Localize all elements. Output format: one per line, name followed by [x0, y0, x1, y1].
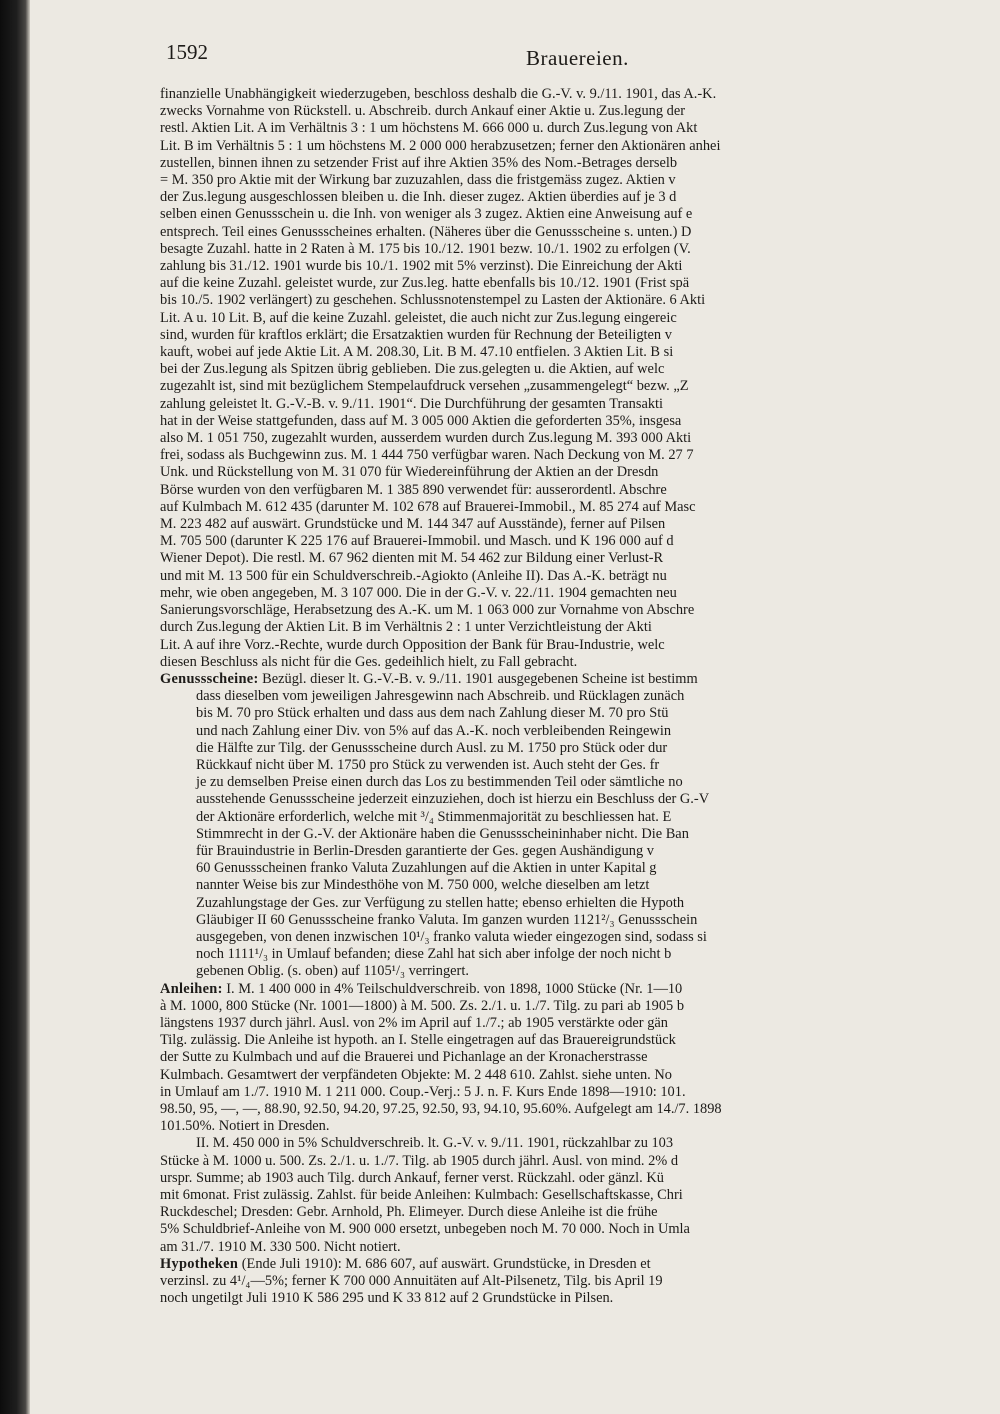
text-line: ausstehende Genussscheine jederzeit einzuziehen, doch ist hierzu ein Beschluss der G.-V — [196, 791, 710, 808]
text-line: zahlung bis 31./12. 1901 wurde bis 10./1. 1902 mit 5% verzinst). Die Einreichung der Akti — [160, 258, 683, 275]
text-line: restl. Aktien Lit. A im Verhältnis 3 : 1 um höchstens M. 666 000 u. durch Zus.legung von Akt — [160, 120, 698, 137]
genussscheine-first-line — [160, 671, 986, 688]
text-line: urspr. Summe; ab 1903 auch Tilg. durch Ankauf, ferner verst. Rückzahl. oder gänzl. Kü — [160, 1169, 664, 1186]
text-line: M. 705 500 (darunter K 225 176 auf Brauerei-Immobil. und Masch. und K 196 000 auf d — [160, 533, 674, 550]
sanierung-paragraph — [160, 86, 986, 671]
book-binding-shadow — [0, 0, 30, 1414]
text-line: zahlung geleistet lt. G.-V.-B. v. 9./11. 1901“. Die Durchführung der gesamten Transakti — [160, 395, 664, 412]
text-line: hat in der Weise stattgefunden, dass auf M. 3 005 000 Aktien die geforderten 35%, insgesa — [160, 412, 682, 429]
text-line: 5% Schuldbrief-Anleihe von M. 900 000 ersetzt, unbegeben noch M. 70 000. Noch in Umla — [160, 1221, 690, 1238]
text-line: am 31./7. 1910 M. 330 500. Nicht notiert. — [160, 1238, 401, 1255]
text-line: bei der Zus.legung als Spitzen übrig geblieben. Die zus.gelegten u. die Aktien, auf welc — [160, 361, 665, 378]
text-line: bis M. 70 pro Stück erhalten und dass aus dem nach Zahlung dieser M. 70 pro Stü — [196, 705, 669, 722]
hypotheken-paragraph — [160, 1273, 986, 1307]
text-line: finanzielle Unabhängigkeit wiederzugeben, beschloss deshalb die G.-V. v. 9./11. 1901, das A.-K. — [160, 86, 717, 102]
text-line: nannter Weise bis zur Mindesthöhe von M. 750 000, welche dieselben am letzt — [196, 877, 650, 894]
text-line: auf die keine Zuzahl. geleistet wurde, zur Zus.leg. hatte ebenfalls bis 10./12. 1901 (Frist spä — [160, 275, 690, 292]
text-line: für Brauindustrie in Berlin-Dresden garantierte der Ges. gegen Aushändigung v — [196, 842, 654, 859]
text-line: Lit. B im Verhältnis 5 : 1 um höchstens M. 2 000 000 herabzusetzen; ferner den Aktionären anhei — [160, 137, 721, 154]
text-line: à M. 1000, 800 Stücke (Nr. 1001—1800) à M. 500. Zs. 2./1. u. 1./7. Tilg. zu pari ab 1905 b — [160, 997, 685, 1014]
text-line: Tilg. zulässig. Die Anleihe ist hypoth. an I. Stelle eingetragen auf das Brauereigrundstück — [160, 1032, 676, 1049]
text-line: der Zus.legung ausgeschlossen bleiben u. die Inh. dieser zugez. Aktien überdies auf je 3 d — [160, 189, 677, 206]
text-line: Börse wurden von den verfügbaren M. 1 385 890 verwendet für: ausserordentl. Abschre — [160, 481, 667, 498]
section-label-genussscheine: Genussscheine: — [160, 670, 259, 687]
text-line: 98.50, 95, —, —, 88.90, 92.50, 94.20, 97.25, 92.50, 93, 94.10, 95.60%. Aufgelegt am 14./7. 1898 — [160, 1100, 722, 1117]
page-number: 1592 — [166, 40, 208, 64]
text-line: noch ungetilgt Juli 1910 K 586 295 und K 33 812 auf 2 Grundstücke in Pilsen. — [160, 1290, 614, 1307]
text-line: frei, sodass als Buchgewinn zus. M. 1 444 750 verfügbar waren. Nach Deckung von M. 27 7 — [160, 447, 694, 464]
text-line: Lit. A u. 10 Lit. B, auf die keine Zuzahl. geleistet, die auch nicht zur Zus.legung eingereic — [160, 309, 677, 326]
anleihen-first-line — [160, 981, 986, 998]
text-line: selben einen Genussschein u. die Inh. von weniger als 3 zugez. Aktien eine Anweisung auf e — [160, 206, 693, 223]
text-line: ausgegeben, von denen inzwischen 10¹/₃ franko valuta wieder eingezogen sind, sodass si — [196, 928, 707, 945]
anleihe-ii-first-line: II. M. 450 000 in 5% Schuldverschreib. lt. G.-V. v. 9./11. 1901, rückzahlbar zu 103 — [196, 1135, 674, 1152]
text-line: Stücke à M. 1000 u. 500. Zs. 2./1. u. 1./7. Tilg. ab 1905 durch jährl. Ausl. von mind. 2% d — [160, 1152, 679, 1169]
text-line: längstens 1937 durch jährl. Ausl. von 2% im April auf 1./7.; ab 1905 verstärkte oder gän — [160, 1014, 668, 1031]
document-page — [60, 0, 990, 1414]
anleihe-ii-paragraph — [160, 1153, 986, 1256]
text-line: Ruckdeschel; Dresden: Gebr. Arnhold, Ph. Elimeyer. Durch diese Anleihe ist die frühe — [160, 1204, 658, 1221]
text-line: der Sutte zu Kulmbach und auf die Brauerei und Pichanlage an der Kronacherstrasse — [160, 1049, 648, 1066]
text-line: in Umlauf am 1./7. 1910 M. 1 211 000. Coup.-Verj.: 5 J. n. F. Kurs Ende 1898—1910: 101. — [160, 1083, 686, 1100]
text-line: Kulmbach. Gesamtwert der verpfändeten Objekte: M. 2 448 610. Zahlst. siehe unten. No — [160, 1066, 672, 1083]
page-header — [166, 34, 970, 68]
text-line: Lit. A auf ihre Vorz.-Rechte, wurde durch Opposition der Bank für Brau-Industrie, welc — [160, 636, 665, 653]
text-line: entsprech. Teil eines Genussscheines erhalten. (Näheres über die Genussscheine s. unten.) D — [160, 223, 692, 240]
text-line: 60 Genussscheinen franko Valuta Zuzahlungen auf die Aktien in unter Kapital g — [196, 860, 657, 877]
text-line: mehr, wie oben angegeben, M. 3 107 000. Die in der G.-V. v. 22./11. 1904 gemachten neu — [160, 584, 677, 601]
text-line: also M. 1 051 750, zugezahlt wurden, ausserdem wurden durch Zus.legung M. 393 000 Akti — [160, 430, 692, 447]
text-line: dass dieselben vom jeweiligen Jahresgewinn nach Abschreib. und Rücklagen zunäch — [196, 688, 685, 705]
text-line: und mit M. 13 500 für ein Schuldverschreib.-Agiokto (Anleihe II). Das A.-K. beträgt nu — [160, 567, 667, 584]
text-line: = M. 350 pro Aktie mit der Wirkung bar zuzuzahlen, dass die fristgemäss zugez. Aktien v — [160, 172, 676, 189]
section-label-anleihen: Anleihen: — [160, 980, 223, 997]
text-line: zugezahlt ist, sind mit bezüglichem Stempelaufdruck versehen „zusammengelegt“ bezw. „Z — [160, 378, 689, 395]
genussscheine-paragraph — [160, 688, 986, 980]
text-line: M. 223 482 auf auswärt. Grundstücke und M. 144 347 auf Ausstände), ferner auf Pilsen — [160, 516, 666, 533]
text-line: Stimmrecht in der G.-V. der Aktionäre haben die Genussscheininhaber nicht. Die Ban — [196, 825, 689, 842]
text-line: sind, wurden für kraftlos erklärt; die Ersatzaktien wurden für Rechnung der Beteiligten v — [160, 326, 672, 343]
text-line: Sanierungsvorschläge, Herabsetzung des A.-K. um M. 1 063 000 zur Vornahme von Abschre — [160, 602, 695, 619]
section-label-hypotheken: Hypotheken — [160, 1255, 239, 1272]
text-line: 101.50%. Notiert in Dresden. — [160, 1118, 330, 1135]
text-line: bis 10./5. 1902 verlängert) zu geschehen. Schlussnotenstempel zu Lasten der Aktionäre. 6 Akti — [160, 292, 706, 309]
hypotheken-first-text: (Ende Juli 1910): M. 686 607, auf auswärt. Grundstücke, in Dresden et — [238, 1255, 651, 1272]
text-line: diesen Beschluss als nicht für die Ges. gedeihlich hielt, zu Fall gebracht. — [160, 653, 578, 670]
text-line: verzinsl. zu 4¹/₄—5%; ferner K 700 000 Annuitäten auf Alt-Pilsenetz, Tilg. bis April 19 — [160, 1273, 663, 1290]
text-line: kauft, wobei auf jede Aktie Lit. A M. 208.30, Lit. B M. 47.10 entfielen. 3 Aktien Lit. B si — [160, 344, 674, 361]
text-line: auf Kulmbach M. 612 435 (darunter M. 102 678 auf Brauerei-Immobil., M. 85 274 auf Masc — [160, 498, 696, 515]
text-line: die Hälfte zur Tilg. der Genussscheine durch Ausl. zu M. 1750 pro Stück oder dur — [196, 739, 668, 756]
text-line: und nach Zahlung einer Div. von 5% auf das A.-K. noch verbleibenden Reingewin — [196, 722, 672, 739]
text-line: Rückkauf nicht über M. 1750 pro Stück zu verwenden ist. Auch steht der Ges. fr — [196, 756, 660, 773]
text-line: Unk. und Rückstellung von M. 31 070 für Wiedereinführung der Aktien an der Dresdn — [160, 464, 659, 481]
document-body — [160, 86, 986, 1307]
text-line: gebenen Oblig. (s. oben) auf 1105¹/₃ verringert. — [196, 963, 469, 980]
hypotheken-first-line — [160, 1256, 986, 1273]
text-line: mit 6monat. Frist zulässig. Zahlst. für beide Anleihen: Kulmbach: Gesellschaftskasse, Chri — [160, 1187, 683, 1203]
text-line: durch Zus.legung der Aktien Lit. B im Verhältnis 2 : 1 unter Verzichtleistung der Akti — [160, 619, 652, 636]
text-line: Gläubiger II 60 Genussscheine franko Valuta. Im ganzen wurden 1121²/₃ Genussschein — [196, 911, 698, 928]
text-line: Zuzahlungstage der Ges. zur Verfügung zu stellen hatte; ebenso erhielten die Hypoth — [196, 894, 685, 911]
text-line: noch 1111¹/₃ in Umlauf befanden; diese Zahl hat sich aber infolge der noch nicht b — [196, 946, 672, 963]
text-line: je zu demselben Preise einen durch das Los zu bestimmenden Teil oder sämtliche no — [196, 774, 683, 791]
anleihen-first-text: I. M. 1 400 000 in 4% Teilschuldverschreib. von 1898, 1000 Stücke (Nr. 1—10 — [222, 980, 683, 997]
text-line: zustellen, binnen ihnen zu setzender Frist auf ihre Aktien 35% des Nom.-Betrages derselb — [160, 154, 678, 171]
text-line: Wiener Depot). Die restl. M. 67 962 dienten mit M. 54 462 zur Bildung einer Verlust-R — [160, 550, 664, 567]
text-line: besagte Zuzahl. hatte in 2 Raten à M. 175 bis 10./12. 1901 bezw. 10./1. 1902 zu erfolgen (V. — [160, 240, 691, 257]
text-line: der Aktionäre erforderlich, welche mit ³/₄ Stimmenmajorität zu beschliessen hat. E — [196, 808, 672, 825]
genussscheine-first-text: Bezügl. dieser lt. G.-V.-B. v. 9./11. 1901 ausgegebenen Scheine ist bestimm — [258, 670, 698, 687]
text-line: zwecks Vornahme von Rückstell. u. Abschreib. durch Ankauf einer Aktie u. Zus.legung der — [160, 103, 686, 120]
anleihen-paragraph — [160, 998, 986, 1136]
running-title: Brauereien. — [526, 46, 629, 70]
